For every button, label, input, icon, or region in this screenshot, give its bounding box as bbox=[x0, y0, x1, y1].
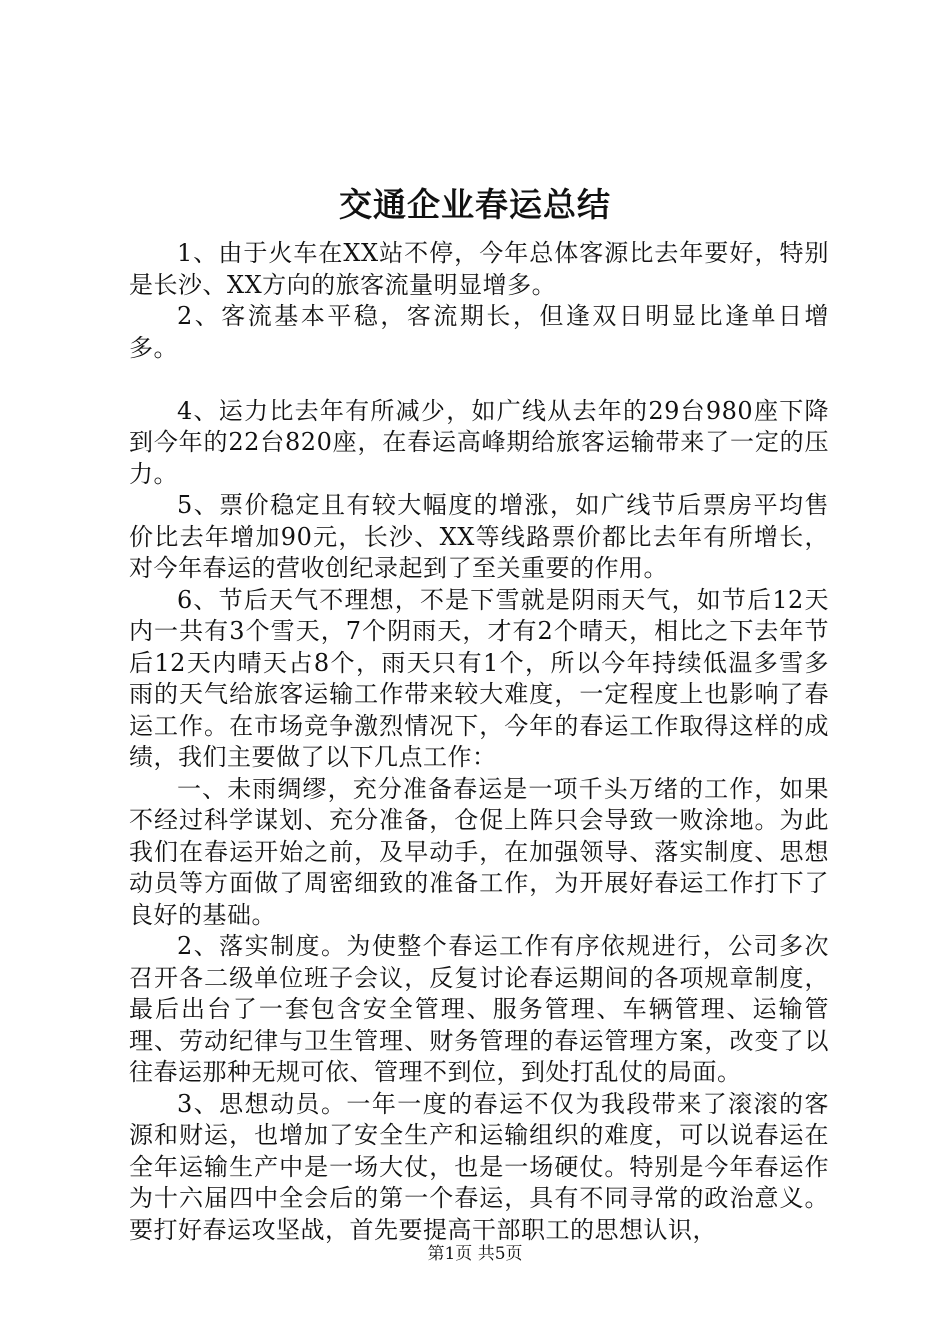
document-title: 交通企业春运总结 bbox=[339, 185, 611, 224]
paragraph-mobilization: 3、思想动员。一年一度的春运不仅为我段带来了滚滚的客源和财运，也增加了安全生产和运输组织的难度，可以说春运在全年运输生产中是一场大仗，也是一场硬仗。特别是今年春运作为十六届四中全会后的第一个春运，具有不同寻常的政治意义。要打好春运攻坚战，首先要提高干部职工的思想认识， bbox=[129, 1089, 829, 1244]
paragraph-section-one: 一、未雨绸缪，充分准备春运是一项千头万绪的工作，如果不经过科学谋划、充分准备，仓促上阵只会导致一败涂地。为此我们在春运开始之前，及早动手，在加强领导、落实制度、思想动员等方面做了周密细致的准备工作，为开展好春运工作打下了良好的基础。 bbox=[129, 774, 829, 929]
document-body bbox=[129, 238, 829, 1246]
paragraph-6: 6、节后天气不理想，不是下雪就是阴雨天气，如节后12天内一共有3个雪天，7个阴雨天，才有2个晴天，相比之下去年节后12天内晴天占8个，雨天只有1个，所以今年持续低温多雪多雨的天气给旅客运输工作带来较大难度，一定程度上也影响了春运工作。在市场竞争激烈情况下，今年的春运工作取得这样的成绩，我们主要做了以下几点工作： bbox=[129, 585, 829, 771]
paragraph-5: 5、票价稳定且有较大幅度的增涨，如广线节后票房平均售价比去年增加90元，长沙、XX等线路票价都比去年有所增长，对今年春运的营收创纪录起到了至关重要的作用。 bbox=[129, 491, 829, 582]
paragraph-4: 4、运力比去年有所减少，如广线从去年的29台980座下降到今年的22台820座，在春运高峰期给旅客运输带来了一定的压力。 bbox=[129, 396, 829, 488]
blank-line bbox=[129, 364, 829, 396]
paragraph-implement-rules: 2、落实制度。为使整个春运工作有序依规进行，公司多次召开各二级单位班子会议，反复讨论春运期间的各项规章制度，最后出台了一套包含安全管理、服务管理、车辆管理、运输管理、劳动纪律与卫生管理、财务管理的春运管理方案，改变了以往春运那种无规可依、管理不到位，到处打乱仗的局面。 bbox=[129, 932, 829, 1086]
page-footer: 第1页 共5页 bbox=[427, 1244, 523, 1264]
paragraph-2: 2、客流基本平稳，客流期长，但逢双日明显比逢单日增多。 bbox=[129, 302, 829, 362]
paragraph-1: 1、由于火车在XX站不停，今年总体客源比去年要好，特别是长沙、XX方向的旅客流量明显增多。 bbox=[129, 239, 829, 299]
